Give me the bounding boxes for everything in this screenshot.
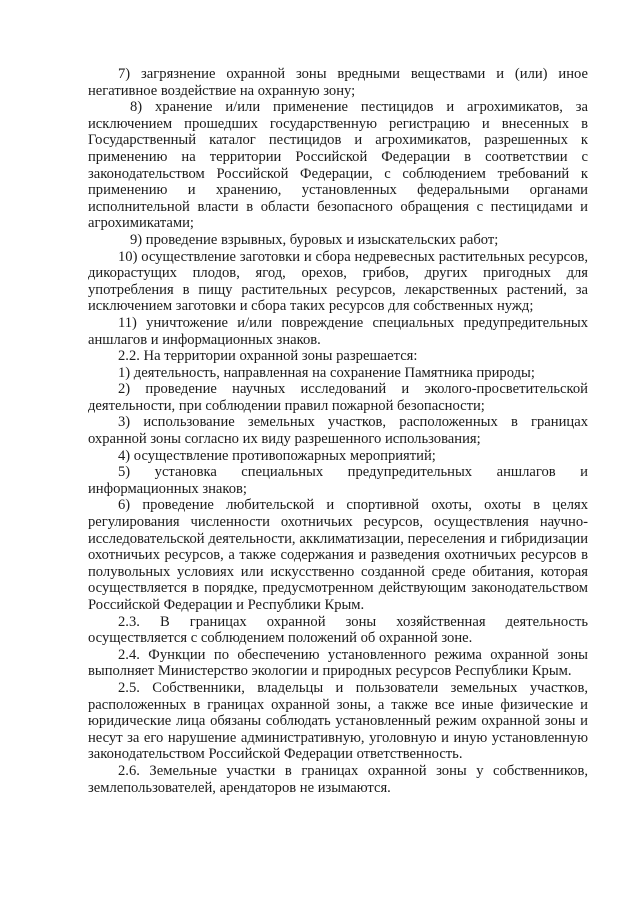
paragraph-permitted-1: 1) деятельность, направленная на сохранение Памятника природы; — [118, 364, 535, 381]
paragraph-item-7: 7) загрязнение охранной зоны вредными веществами и (или) иное негативное воздействие на охранную зону; — [88, 66, 588, 99]
paragraph-permitted-5: 5) установка специальных предупредительных аншлагов и информационных знаков; — [88, 464, 588, 497]
paragraph-item-8: 8) хранение и/или применение пестицидов и агрохимикатов, за исключением прошедших государственную регистрацию и внесенных в Государственный каталог пестицидов и агрохимикатов, разрешенных к применению на территории Российской Федерации в соответствии с законодательством Российской Федерации, с соблюдением требований к применению и хранению, установленных федеральными органами исполнительной власти в области безопасного обращения с пестицидами и агрохимикатами; — [88, 99, 588, 232]
paragraph-permitted-2: 2) проведение научных исследований и эколого-просветительской деятельности, при соблюдении правил пожарной безопасности; — [88, 381, 588, 414]
paragraph-item-9: 9) проведение взрывных, буровых и изыскательских работ; — [130, 231, 499, 248]
paragraph-item-10: 10) осуществление заготовки и сбора недревесных растительных ресурсов, дикорастущих плодов, ягод, орехов, грибов, других пригодных для употребления в пищу растительных ресурсов, лекарственных растений, за исключением заготовки и сбора таких ресурсов для собственных нужд; — [88, 248, 588, 315]
paragraph-item-11: 11) уничтожение и/или повреждение специальных предупредительных аншлагов и информационных знаков. — [88, 314, 588, 348]
paragraph-section-2-2: 2.2. На территории охранной зоны разрешается: — [118, 348, 418, 365]
paragraph-permitted-6: 6) проведение любительской и спортивной охоты, охоты в целях регулирования численности охотничьих ресурсов, осуществления научно-исследовательской деятельности, акклиматизации, переселения и гибридизации охотничьих ресурсов, а также содержания и разведения охотничьих ресурсов в полувольных условиях или искусственно созданной среде обитания, которая осуществляется в порядке, предусмотренном действующим законодательством Российской Федерации и Республики Крым. — [88, 497, 588, 613]
paragraph-permitted-4: 4) осуществление противопожарных мероприятий; — [118, 447, 436, 464]
paragraph-section-2-4: 2.4. Функции по обеспечению установленного режима охранной зоны выполняет Министерство экологии и природных ресурсов Республики Крым. — [88, 646, 588, 680]
paragraph-section-2-3: 2.3. В границах охранной зоны хозяйственная деятельность осуществляется с соблюдением положений об охранной зоне. — [88, 613, 588, 647]
paragraph-section-2-6: 2.6. Земельные участки в границах охранной зоны у собственников, землепользователей, арендаторов не изымаются. — [88, 762, 588, 796]
paragraph-section-2-5: 2.5. Собственники, владельцы и пользователи земельных участков, расположенных в границах охранной зоны, а также все иные физические и юридические лица обязаны соблюдать установленный режим охранной зоны и несут за его нарушение административную, уголовную и иную установленную законодательством Российской Федерации ответственность. — [88, 679, 588, 763]
paragraph-permitted-3: 3) использование земельных участков, расположенных в границах охранной зоны согласно их виду разрешенного использования; — [88, 414, 588, 448]
document-page — [88, 66, 588, 796]
